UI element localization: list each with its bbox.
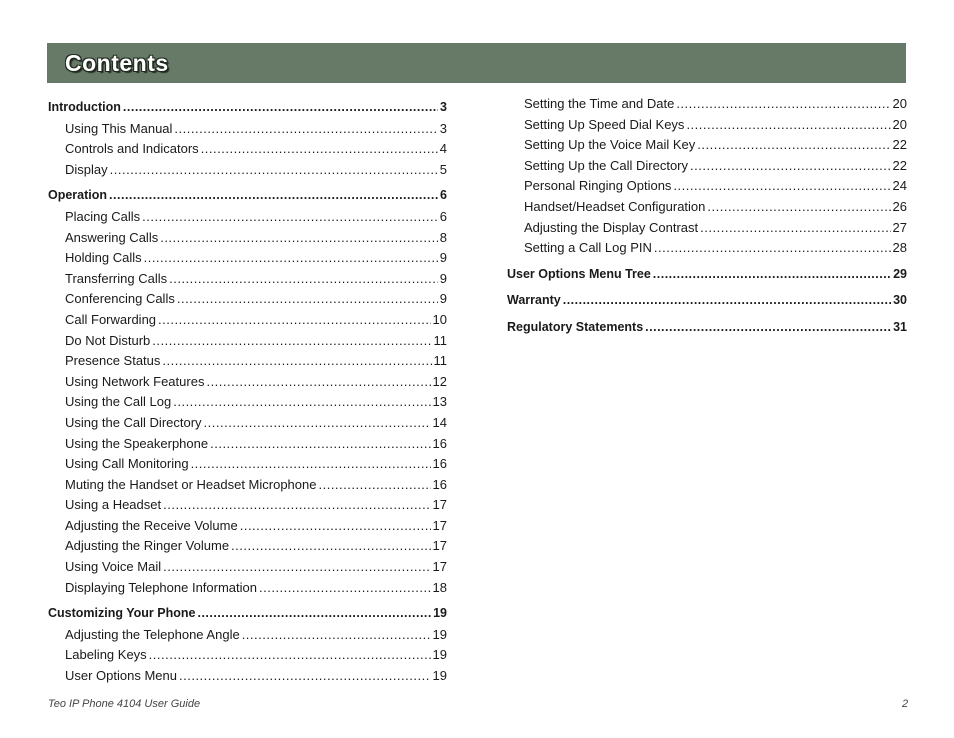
toc-entry-title: Holding Calls <box>65 250 142 266</box>
toc-entry[interactable] <box>48 580 447 601</box>
toc-entry-title: Do Not Disturb <box>65 332 151 348</box>
toc-entry[interactable] <box>48 353 447 374</box>
toc-entry-page: 12 <box>432 373 447 389</box>
toc-entry-page: 11 <box>433 332 447 348</box>
toc-leader-dots <box>169 271 438 286</box>
toc-entry-page: 22 <box>892 137 907 153</box>
toc-leader-dots <box>191 456 431 471</box>
toc-entry-page: 27 <box>892 219 907 235</box>
toc-entry-page: 9 <box>439 250 447 266</box>
toc-entry-title: Introduction <box>48 100 121 114</box>
toc-leader-dots <box>690 158 891 173</box>
toc-entry-title: Setting Up the Voice Mail Key <box>524 137 696 153</box>
toc-entry-page: 4 <box>439 141 447 157</box>
toc-leader-dots <box>109 188 438 202</box>
toc-entry-title: Warranty <box>507 293 561 308</box>
toc-entry[interactable] <box>507 199 907 220</box>
toc-leader-dots <box>142 209 438 224</box>
toc-entry[interactable] <box>48 394 447 415</box>
toc-entry-title: Adjusting the Receive Volume <box>65 517 238 533</box>
toc-leader-dots <box>173 394 430 409</box>
toc-entry-page: 16 <box>432 435 447 451</box>
toc-leader-dots <box>177 291 438 306</box>
toc-entry[interactable] <box>48 456 447 477</box>
toc-entry[interactable] <box>48 230 447 251</box>
toc-entry-page: 24 <box>892 178 907 194</box>
toc-entry-title: Adjusting the Telephone Angle <box>65 626 240 642</box>
toc-entry[interactable] <box>507 137 907 158</box>
toc-entry[interactable] <box>48 291 447 312</box>
toc-entry[interactable] <box>48 559 447 580</box>
toc-entry-title: Presence Status <box>65 353 161 369</box>
toc-entry-title: Handset/Headset Configuration <box>524 198 706 214</box>
toc-entry-page: 17 <box>432 517 447 533</box>
toc-entry-page: 19 <box>432 647 447 663</box>
toc-entry-title: Placing Calls <box>65 208 141 224</box>
toc-leader-dots <box>160 230 438 245</box>
toc-leader-dots <box>162 353 431 368</box>
toc-leader-dots <box>163 559 430 574</box>
toc-entry[interactable] <box>48 538 447 559</box>
toc-entry[interactable] <box>507 220 907 241</box>
toc-entry-page: 20 <box>892 116 907 132</box>
toc-leader-dots <box>210 436 430 451</box>
toc-entry-title: Using This Manual <box>65 120 173 136</box>
toc-entry-title: Muting the Handset or Headset Microphone <box>65 476 317 492</box>
toc-entry-title: Setting Up the Call Directory <box>524 157 689 173</box>
toc-entry-title: User Options Menu Tree <box>507 266 651 281</box>
toc-leader-dots <box>242 627 431 642</box>
toc-leader-dots <box>686 117 890 132</box>
toc-entry-title: Labeling Keys <box>65 647 147 663</box>
footer-page-number: 2 <box>902 698 909 710</box>
toc-entry-page: 22 <box>892 157 907 173</box>
toc-leader-dots <box>259 580 431 595</box>
toc-leader-dots <box>179 668 431 683</box>
toc-entry[interactable] <box>48 627 447 648</box>
toc-entry-page: 18 <box>432 579 447 595</box>
toc-entry-page: 13 <box>432 394 447 410</box>
toc-entry-page: 16 <box>432 456 447 472</box>
toc-entry[interactable] <box>48 121 447 142</box>
toc-section-entry[interactable] <box>507 293 907 314</box>
toc-entry-title: Adjusting the Ringer Volume <box>65 538 230 554</box>
toc-entry-page: 17 <box>432 559 447 575</box>
toc-entry-title: Using Call Monitoring <box>65 456 189 472</box>
toc-leader-dots <box>152 333 431 348</box>
toc-entry-page: 19 <box>432 668 447 684</box>
toc-leader-dots <box>144 250 438 265</box>
toc-leader-dots <box>676 96 890 111</box>
toc-leader-dots <box>174 121 437 136</box>
toc-entry[interactable] <box>48 518 447 539</box>
toc-entry-page: 6 <box>439 208 447 224</box>
toc-entry-title: Personal Ringing Options <box>524 178 672 194</box>
toc-entry-page: 14 <box>432 414 447 430</box>
toc-entry-page: 28 <box>892 240 907 256</box>
toc-entry-page: 6 <box>440 188 447 203</box>
toc-entry-page: 19 <box>432 626 447 642</box>
footer-document-title: Teo IP Phone 4104 User Guide <box>48 698 201 710</box>
toc-entry-page: 26 <box>892 198 907 214</box>
toc-entry[interactable] <box>48 141 447 162</box>
toc-leader-dots <box>318 477 430 492</box>
toc-entry[interactable] <box>48 250 447 271</box>
toc-leader-dots <box>158 312 430 327</box>
toc-entry-page: 16 <box>432 476 447 492</box>
toc-entry-title: Regulatory Statements <box>507 319 644 334</box>
toc-entry[interactable] <box>48 477 447 498</box>
toc-entry[interactable] <box>507 96 907 117</box>
toc-entry-title: Transferring Calls <box>65 270 168 286</box>
toc-entry-title: Controls and Indicators <box>65 141 199 157</box>
toc-entry[interactable] <box>48 668 447 689</box>
toc-entry-page: 17 <box>432 538 447 554</box>
toc-section-entry[interactable] <box>48 188 447 209</box>
toc-leader-dots <box>231 538 430 553</box>
toc-entry-page: 19 <box>433 606 447 621</box>
toc-entry[interactable] <box>507 158 907 179</box>
toc-entry-title: Answering Calls <box>65 229 159 245</box>
toc-leader-dots <box>149 647 431 662</box>
toc-entry-page: 9 <box>439 270 447 286</box>
toc-leader-dots <box>204 415 431 430</box>
toc-section-entry[interactable] <box>48 100 447 121</box>
toc-entry-page: 3 <box>439 120 447 136</box>
toc-entry-title: Setting a Call Log PIN <box>524 240 652 256</box>
toc-entry[interactable] <box>48 162 447 183</box>
toc-entry-title: Display <box>65 161 108 177</box>
toc-leader-dots <box>653 267 891 281</box>
toc-entry-page: 5 <box>439 161 447 177</box>
toc-entry[interactable] <box>48 333 447 354</box>
toc-entry-page: 31 <box>893 319 907 334</box>
toc-section-entry[interactable] <box>48 606 447 627</box>
toc-entry-page: 20 <box>892 96 907 111</box>
toc-leader-dots <box>645 320 891 334</box>
toc-entry-title: User Options Menu <box>65 668 177 684</box>
toc-leader-dots <box>700 220 890 235</box>
toc-entry-title: Using Network Features <box>65 373 205 389</box>
toc-entry-page: 11 <box>433 353 447 369</box>
toc-right-column <box>507 96 907 341</box>
toc-entry[interactable] <box>48 374 447 395</box>
toc-entry-title: Using the Call Log <box>65 394 172 410</box>
toc-leader-dots <box>110 162 438 177</box>
toc-entry-page: 30 <box>893 293 907 308</box>
toc-entry-title: Setting the Time and Date <box>524 96 675 111</box>
toc-entry[interactable] <box>48 436 447 457</box>
toc-entry-page: 29 <box>893 266 907 281</box>
toc-leader-dots <box>206 374 430 389</box>
toc-entry[interactable] <box>48 312 447 333</box>
toc-leader-dots <box>654 240 891 255</box>
toc-leader-dots <box>240 518 431 533</box>
toc-entry[interactable] <box>48 647 447 668</box>
toc-entry-page: 3 <box>440 100 447 114</box>
toc-entry-title: Using Voice Mail <box>65 559 162 575</box>
toc-entry-title: Setting Up Speed Dial Keys <box>524 116 685 132</box>
toc-entry-title: Call Forwarding <box>65 311 157 327</box>
toc-entry-title: Adjusting the Display Contrast <box>524 219 699 235</box>
toc-entry-title: Conferencing Calls <box>65 291 175 307</box>
toc-entry-title: Displaying Telephone Information <box>65 579 257 595</box>
toc-leader-dots <box>123 100 438 114</box>
toc-entry[interactable] <box>48 497 447 518</box>
toc-entry-title: Using the Speakerphone <box>65 435 209 451</box>
toc-leader-dots <box>707 199 890 214</box>
toc-entry-page: 8 <box>439 229 447 245</box>
toc-entry-title: Using a Headset <box>65 497 162 513</box>
toc-leader-dots <box>697 137 890 152</box>
toc-left-column <box>48 100 447 689</box>
toc-entry[interactable] <box>507 178 907 199</box>
toc-entry[interactable] <box>48 209 447 230</box>
toc-entry[interactable] <box>507 117 907 138</box>
toc-leader-dots <box>201 141 438 156</box>
toc-entry-page: 10 <box>432 311 447 327</box>
toc-leader-dots <box>563 293 891 307</box>
toc-entry[interactable] <box>507 240 907 261</box>
toc-leader-dots <box>163 497 430 512</box>
toc-entry-title: Customizing Your Phone <box>48 606 196 621</box>
toc-leader-dots <box>197 606 431 620</box>
toc-entry-page: 17 <box>432 497 447 513</box>
toc-entry-title: Operation <box>48 188 108 203</box>
toc-section-entry[interactable] <box>507 267 907 288</box>
toc-entry-page: 9 <box>439 291 447 307</box>
toc-entry-title: Using the Call Directory <box>65 414 202 430</box>
contents-banner <box>47 43 906 83</box>
page-title: Contents <box>65 49 169 76</box>
toc-leader-dots <box>673 178 890 193</box>
toc-entry[interactable] <box>48 415 447 436</box>
toc-section-entry[interactable] <box>507 320 907 341</box>
toc-entry[interactable] <box>48 271 447 292</box>
